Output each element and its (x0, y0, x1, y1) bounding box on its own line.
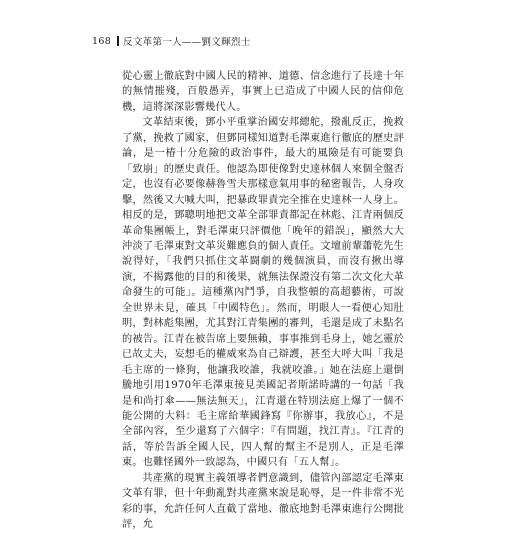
paragraph: 文革結束後，鄧小平重掌治國安邦總舵，撥亂反正，挽救了黨，挽救了國家，但鄧同樣知道對毛澤東進行徹底的歷史評論，是一椿十分危險的政治事件，最大的風險是有可能要負「致崩」的歷史責任。他認為即使像對史達林個人來個全盤否定，也沒有必要像赫魯雪夫那樣意氣用事的秘密報告，人身攻擊，然後又大喊大叫，把暴政罪責完全推在史達林一人身上。相反的是，鄧聰明地把文革全部罪責都記在林彪、江青兩個反革命集團帳上，對毛澤東只評價他「晚年的錯誤」，顯然大大沖淡了毛澤東對文革災難應負的個人責任。文壇前輩蕭乾先生說得好，「我們只抓住文革闘劇的幾個演員，而沒有揪出導演，不揭露他的目的和後果，就無法保證沒有第二次文化大革命發生的可能」。這種黨內鬥爭，自我整頓的高超藝術，可說全世界未見，確具「中國特色」。然而，明眼人一看便心知肚明，對林彪集團，尤其對江青集團的審判，毛還是成了未點名的被告。江青在被告席上要無賴，事事推到毛身上，她乞靈於已故丈夫，妄想毛的權威來為自己辯護，甚至大呼大叫「我是毛主席的一條狗，他讓我咬誰，我就咬誰。」她在法庭上還倒騰地引用1970年毛澤東接見美國記者斯諾時講的一句話「我是和尚打傘——無法無天」，江青還在特別法庭上爆了一個不能公開的大料：毛主席給華國鋒寫『你辦事，我放心』，不是全部內容，至少還寫了六個字：『有問題，找江青』。『江青的話，等於告訴全國人民，四人幫的幫主不是別人，正是毛澤東。也難怪國外一致認為，中國只有「五人幫」。 (122, 117, 404, 469)
paragraph-continued: 從心靈上徹底對中國人民的精神、道德、信念進行了長達十年的無情摧殘，百般愚弄，事實上已造成了中國人民的信仰危機，這將深深影響幾代人。 (122, 71, 404, 113)
header-separator-bar (117, 36, 119, 46)
running-header (92, 34, 250, 48)
page-number: 168 (92, 35, 112, 47)
body-text (122, 69, 404, 533)
paragraph: 共產黨的現實主義領導者們意識到，儘管內部認定毛澤東文革有罪，但十年動亂對共產黨來說是恥辱，是一件非常不光彩的事，允許任何人直截了當地、徹底地對毛澤東進行公開批評，允 (122, 472, 404, 531)
running-title: 反文革第一人——劉文輝烈士 (123, 37, 251, 48)
